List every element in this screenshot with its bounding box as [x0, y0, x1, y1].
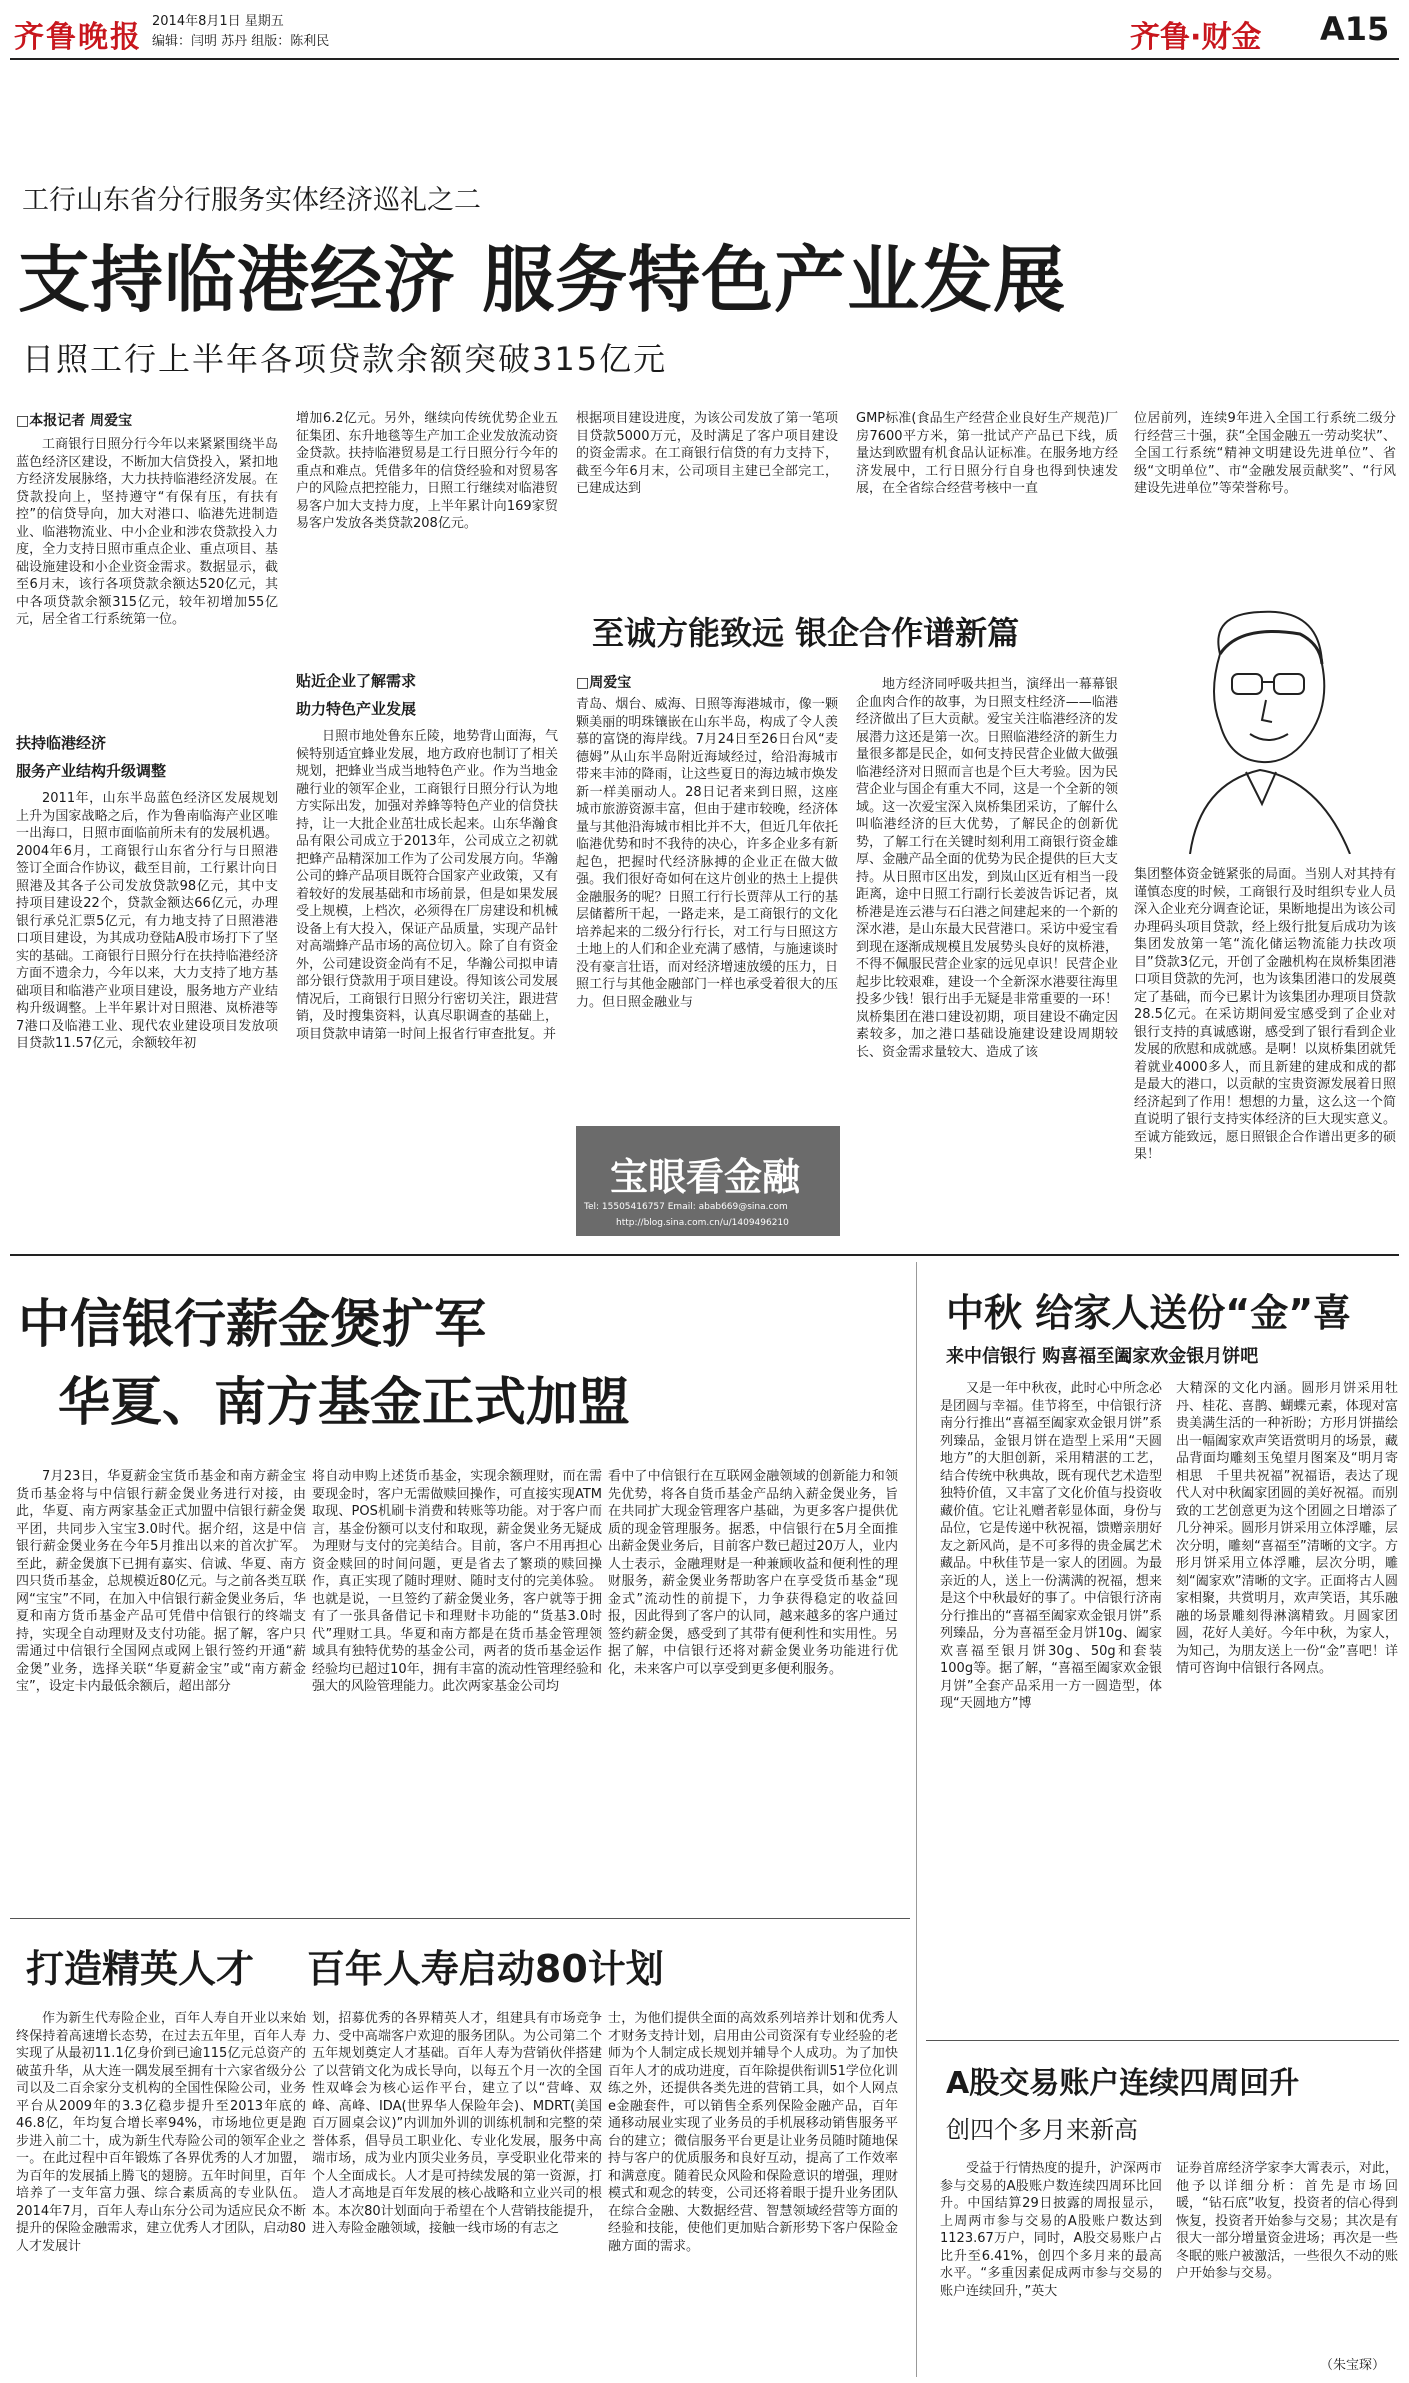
article4-headline: 中秋 给家人送份“金”喜 — [946, 1291, 1352, 1335]
article1-col2: 增加6.2亿元。另外，继续向传统优势企业五征集团、东升地毯等生产加工企业发放流动资金贷款。扶持临港贸易是工行日照分行今年的重点和难点。凭借多年的信贷经验和对贸易客户的风险点把控能力，日照工行继续对临港贸易客户加大支持力度，上半年累计向169家贸易客户发放各类贷款208亿元。 — [296, 411, 558, 531]
ad-banner — [576, 1126, 840, 1236]
section-divider-3 — [926, 2040, 1399, 2041]
article1-sub2a: 贴近企业了解需求 — [296, 672, 417, 690]
article1-col2b: 日照市地处鲁东丘陵，地势背山面海，气候特别适宜蜂业发展，地方政府也制订了相关规划，把蜂业当成当地特色产业。作为当地金融行业的领军企业，工商银行日照分行认为地方实际出发，加强对养蜂等特色产业的信贷扶持，让一大批企业茁壮成长起来。山东华瀚食品有限公司成立于2013年，公司成立之初就把蜂产品精深加工作为了公司发展方向。华瀚公司的蜂产品项目既符合国家产业政策，又有着较好的发展基础和市场前景，但是如果发展受上规模，上档次，必须得在厂房建设和机械设备上有大投入，保证产品质量，实现产品针对高端蜂产品市场的高位切入。除了自有资金外，公司建设资金尚有不足，华瀚公司拟申请部分银行贷款用于项目建设。得知该公司发展情况后，工商银行日照分行密切关注，跟进营销，及时搜集资料，认真尽职调查的基础上，项目贷款申请第一时间上报省行审查批复。并 — [296, 729, 558, 1042]
masthead-editors: 编辑：闫明 苏丹 组版：陈利民 — [152, 34, 330, 49]
section-name: 齐鲁·财金 — [1130, 20, 1262, 55]
article1-col3: 根据项目建设进度，为该公司发放了第一笔项目贷款5000万元，及时满足了客户项目建设的资金需求。在工商银行信贷的有力支持下，截至今年6月末，公司项目主建已全部完工，已建成达到 — [576, 411, 838, 496]
column-divider — [916, 1262, 917, 2377]
article3-headline1: 中信银行薪金煲扩军 — [18, 1295, 487, 1355]
article1-byline: □本报记者 周爱宝 — [16, 413, 133, 429]
article1-sub2b: 助力特色产业发展 — [296, 700, 417, 718]
article5-headline: 打造精英人才 百年人寿启动80计划 — [26, 1947, 664, 1991]
article1-col1: 工商银行日照分行今年以来紧紧围绕半岛蓝色经济区建设，不断加大信贷投入，紧扣地方经济发展脉络，大力扶持临港经济发展。在贷款投向上，坚持遵守“有保有压，有扶有控”的信贷导向，加大对港口、临港先进制造业、临港物流业、中小企业和涉农贷款投入力度，全力支持日照市重点企业、重点项目、基础设施建设和小企业资金需求。数据显示，截至6月末，该行各项贷款余额达520亿元，其中各项贷款余额315亿元，较年初增加55亿元，居全省工行系统第一位。 — [16, 437, 278, 627]
article2-col3: 集团整体资金链紧张的局面。当别人对其持有谨慎态度的时候，工商银行及时组织专业人员深入企业充分调查论证，果断地提出为该公司办理码头项目贷款，经上级行批复后成功为该集团发放第一笔“流化储运物流能力扶改项目”贷款3亿元，开创了金融机构在岚桥集团港口项目贷款的先河，也为该集团港口的发展奠定了基础，而今已累计为该集团办理项目贷款28.5亿元。在采访期间爱宝感受到了企业对银行支持的真诚感谢，感受到了银行看到企业发展的欣慰和成就感。是啊！以岚桥集团就凭着就业4000多人，而且新建的建成和成的都是最大的港口，以贡献的宝贵资源发展着日照经济起到了作用！想想的力量，这么这一个简直说明了银行支持实体经济的巨大现实意义。至诚方能致远，愿日照银企合作谱出更多的硕果！ — [1134, 867, 1396, 1162]
article4-subhead: 来中信银行 购喜福至阖家欢金银月饼吧 — [946, 1346, 1259, 1367]
article6-byline: （朱宝琛） — [1320, 2358, 1386, 2373]
article4-col1: 又是一年中秋夜，此时心中所念必是团圆与幸福。佳节将至，中信银行济南分行推出“喜福至阖家欢金银月饼”系列臻品，金银月饼在造型上采用“天圆地方”的大胆创新，采用精湛的工艺，结合传统中秋典故，既有现代艺术造型独特价值，又丰富了文化价值与投资收藏价值。它让礼赠者彰显体面，身份与品位，它是传递中秋祝福，馈赠亲朋好友之新风尚，是不可多得的贵金属艺术藏品。中秋佳节是一家人的团圆。为最亲近的人，送上一份满满的祝福，想来是这个中秋最好的事了。中信银行济南分行推出的“喜福至阖家欢金银月饼”系列臻品，分为喜福至金月饼10g、阖家欢喜福至银月饼30g、50g和套装100g等。据了解，“喜福至阖家欢金银月饼”全套产品采用一方一圆造型，体现“天圆地方”博 — [940, 1381, 1162, 1711]
portrait-illustration — [1150, 594, 1386, 854]
article6-col2: 证券首席经济学家李大霄表示，对此，他予以详细分析：首先是市场回暖，“钻石底”收复，投资者的信心得到恢复，投资者开始参与交易；其次是有很大一部分增量资金进场；再次是一些冬眠的账户被激活，一些很久不动的账户开始参与交易。 — [1176, 2161, 1398, 2281]
article1-headline: 支持临港经济 服务特色产业发展 — [18, 238, 1067, 322]
ad-title: 宝眼看金融 — [610, 1155, 801, 1199]
article3-col3: 看中了中信银行在互联网金融领域的创新能力和领先优势，将各自货币基金产品纳入薪金煲业务，旨在共同扩大现金管理客户基础，为更多客户提供优质的现金管理服务。据悉，中信银行在5月全面推出薪金煲业务后，目前客户数已超过20万人，业内人士表示，金融理财是一种兼顾收益和便利性的理财服务，薪金煲业务帮助客户在享受货币基金“现金式”流动性的前提下，力争获得稳定的收益回报，因此得到了客户的认同，越来越多的客户通过签约薪金煲，感受到了其带有便利性和实用性。另据了解，中信银行还将对薪金煲业务功能进行优化，未来客户可以享受到更多便利服务。 — [608, 1469, 898, 1677]
ad-blog: http://blog.sina.com.cn/u/1409496210 — [616, 1218, 789, 1228]
article2-col1: 青岛、烟台、威海、日照等海港城市，像一颗颗美丽的明珠镶嵌在山东半岛，构成了令人羡慕的富饶的海岸线。7月24日至26日台风“麦德姆”从山东半岛附近海域经过，给沿海城市带来丰沛的降雨，让这些夏日的海边城市焕发新一样美丽动人。28日记者来到日照，这座城市旅游资源丰富，但由于建市较晚，经济体量与其他沿海城市相比并不大，但近几年依托临港优势和时不我待的决心，许多企业多有新起色，把握时代经济脉搏的企业正在做大做强。我们很好奇如何在这片创业的热土上提供金融服务的呢？日照工行行长贾萍从工行的基层储蓄所干起，一路走来，是工商银行的文化培养起来的二级分行行长，对工行与日照这方土地上的人们和企业充满了感情，与施速谈时没有豪言壮语，而对经济增速放缓的压力，日照工行与其他金融部门一样也承受着很大的压力。但日照金融业与 — [576, 697, 838, 1010]
article5-col2: 划，招募优秀的各界精英人才，组建具有市场竞争力、受中高端客户欢迎的服务团队。为公司第二个五年规划奠定人才基础。百年人寿为营销伙伴搭建了以营销文化为成长导向，以每五个月一次的全国性双峰会为核心运作平台，建立了以“营峰、双峰、高峰、IDA(世界华人保险年会)、MDRT(美国百万圆桌会议)”内训加外训的训练机制和完整的荣誉体系，倡导员工职业化、专业化发展，服务中高端市场，成为业内顶尖业务员，享受职业化带来的个人全面成长。人才是可持续发展的第一资源，打造人才高地是百年发展的核心战略和立业兴司的根本。本次80计划面向于希望在个人营销技能提升，进入寿险金融领域，接触一线市场的有志之 — [312, 2011, 602, 2236]
page-number: A15 — [1320, 10, 1390, 48]
ad-contact: Tel: 15505416757 Email: abab669@sina.com — [584, 1202, 788, 1212]
article1-col4: GMP标准(食品生产经营企业良好生产规范)厂房7600平方米，第一批试产产品已下线，质量达到欧盟有机食品认证标准。在服务地方经济发展中，工行日照分行自身也得到快速发展，在全省综合经营考核中一直 — [856, 411, 1118, 496]
article1-sub1b: 服务产业结构升级调整 — [16, 762, 167, 780]
masthead-rule — [10, 58, 1399, 60]
article1-subhead: 日照工行上半年各项贷款余额突破315亿元 — [22, 340, 668, 378]
article5-col3: 士，为他们提供全面的高效系列培养计划和优秀人才财务支持计划，启用由公司资深有专业经验的老师为个人制定成长规划并辅导个人成功。为了加快百年人才的成功进度，百年除提供衔训51学位化训练之外，还提供各类先进的营销工具，如个人网点e金融套件，可以销售全系列保险金融产品，百年通移动展业实现了业务员的手机展移动销售服务平台的建立；微信服务平台更是让业务员随时随地保持与客户的优质服务和良好互动，提高了工作效率和满意度。随着民众风险和保险意识的增强，理财模式和观念的转变，公司还将着眼于提升业务团队在综合金融、大数据经营、智慧领域经营等方面的经验和技能，使他们更加贴合新形势下客户保险金融方面的需求。 — [608, 2011, 898, 2254]
article3-col2: 将自动申购上述货币基金，实现余额理财，而在需要现金时，客户无需做赎回操作，可直接实现ATM取现、POS机刷卡消费和转账等功能。对于客户而言，基金份额可以支付和取现，薪金煲业务无疑成为理财与支付的完美结合。目前，客户不用再担心资金赎回的时间问题，更是省去了繁琐的赎回操作，真正实现了随时理财、随时支付的完美体验。也就是说，一旦签约了薪金煲业务，客户就等于拥有了一张具备借记卡和理财卡功能的“货基3.0时代”理财工具。华夏和南方都是在货币基金管理领域具有独特优势的基金公司，两者的货币基金运作经验均已超过10年，拥有丰富的流动性管理经验和强大的风险管理能力。此次两家基金公司均 — [312, 1469, 602, 1694]
article1-col1b: 2011年，山东半岛蓝色经济区发展规划上升为国家战略之后，作为鲁南临海产业区唯一出海口，日照市面临前所未有的发展机遇。2004年6月，工商银行山东省分行与日照港签订全面合作协议，截至目前，工行累计向日照港及其各子公司发放贷款98亿元，其中支持项目建设22个，贷款金额达66亿元，办理银行承兑汇票5亿元，有力地支持了日照港港口项目建设，为其成功登陆A股市场打下了坚实的基础。工商银行日照分行在扶持临港经济方面不遗余力，今年以来，大力支持了地方基础项目和临港产业项目建设，服务地方产业结构升级调整。上半年累计对日照港、岚桥港等7港口及临港工业、现代农业建设项目发放项目贷款11.57亿元，余额较年初 — [16, 791, 278, 1051]
article6-col1: 受益于行情热度的提升，沪深两市参与交易的A股账户数连续四周环比回升。中国结算29日披露的周报显示，上周两市参与交易的A股账户数达到1123.67万户，同时，A股交易账户占比升至6.41%，创四个多月来的最高水平。“多重因素促成两市参与交易的账户连续回升，”英大 — [940, 2161, 1162, 2299]
article1-col5: 位居前列，连续9年进入全国工行系统二级分行经营三十强，获“全国金融五一劳动奖状”、全国工行系统“精神文明建设先进单位”、省级“文明单位”、市“金融发展贡献奖”、“行风建设先进单位”等荣誉称号。 — [1134, 411, 1396, 496]
masthead-logo: 齐鲁晚报 — [14, 20, 142, 55]
article3-headline2: 华夏、南方基金正式加盟 — [58, 1373, 631, 1433]
article2-headline: 至诚方能致远 银企合作谱新篇 — [592, 614, 1020, 652]
section-divider-1 — [10, 1254, 1399, 1256]
article3-col1: 7月23日，华夏薪金宝货币基金和南方薪金宝货币基金将与中信银行薪金煲业务进行对接，由此，华夏、南方两家基金正式加盟中信银行薪金煲平团，共同步入宝宝3.0时代。据介绍，这是中信银行薪金煲业务在今年5月推出以来的首次扩军。至此，薪金煲旗下已拥有嘉实、信诚、华夏、南方四只货币基金，总规模近80亿元。与之前各类互联网“宝宝”不同，在加入中信银行薪金煲业务后，华夏和南方货币基金产品可凭借中信银行的终端支持，实现全自动理财及支付功能。据了解，客户只需通过中信银行全国网点或网上银行签约开通“薪金煲”业务，选择关联“华夏薪金宝”或“南方薪金宝”，设定卡内最低余额后，超出部分 — [16, 1469, 306, 1694]
masthead-date: 2014年8月1日 星期五 — [152, 14, 284, 29]
article2-byline: □周爱宝 — [576, 675, 632, 691]
section-divider-2 — [10, 1918, 910, 1919]
article4-col2: 大精深的文化内涵。圆形月饼采用牡丹、桂花、喜鹊、蝴蝶元素，体现对富贵美满生活的一种祈盼；方形月饼描绘出一幅阖家欢声笑语赏明月的场景，藏品背面均雕刻玉兔望月图案及“明月寄相思 千里共祝福”祝福语，表达了现代人对中秋阖家团圆的美好祝福。而别致的工艺创意更为这个团圆之日增添了几分神采。圆形月饼采用立体浮雕，层次分明，雕刻“喜福至”清晰的文字。方形月饼采用立体浮雕，层次分明，雕刻“阖家欢”清晰的文字。正面将古人圆家相聚，共赏明月，欢声笑语，其乐融融的场景雕刻得淋漓精致。月圆家团圆，花好人美好。今年中秋，为家人，为知己，为朋友送上一份“金”喜吧！详情可咨询中信银行各网点。 — [1176, 1381, 1398, 1676]
article5-col1: 作为新生代寿险企业，百年人寿自开业以来始终保持着高速增长态势，在过去五年里，百年人寿实现了从最初11.1亿身价到已逾115亿元总资产的破茧升华，从大连一隅发展至拥有十六家省级分公司以及二百余家分支机构的全国性保险公司，业务平台从2009年的3.3亿稳步提升至2013年底的46.8亿，年均复合增长率94%，市场地位更是跑步进入前二十，成为新生代寿险公司的领军企业之一。在此过程中百年锻炼了各界优秀的人才加盟，为百年的发展插上腾飞的翅膀。五年时间里，百年培养了一支年富力强、综合素质高的专业队伍。2014年7月，百年人寿山东分公司为适应民众不断提升的保险金融需求，建立优秀人才团队，启动80人才发展计 — [16, 2011, 306, 2254]
article1-sub1a: 扶持临港经济 — [16, 734, 107, 752]
article2-col2: 地方经济同呼吸共担当，演绎出一幕幕银企血肉合作的故事，为日照支柱经济——临港经济做出了巨大贡献。爱宝关注临港经济的发展潜力这还是第一次。日照临港经济的新生力量很多都是民企，如何支持民营企业做大做强临港经济对日照而言也是个巨大考验。因为民营企业与国企有重大不同，这是一个全新的领域。这一次爱宝深入岚桥集团采访，了解什么叫临港经济的巨大优势，了解民企的创新优势，了解工行在关键时刻利用工商银行资金雄厚、金融产品全面的优势为民企提供的巨大支持。从日照市区出发，到岚山区近有相当一段距离，途中日照工行副行长姜波告诉记者，岚桥港是连云港与石臼港之间建起来的一个新的深水港，是山东最大民营港口。采访中爱宝看到现在逐渐成规模且发展势头良好的岚桥港，不得不佩服民营企业家的远见卓识！民营企业起步比较艰难，建设一个全新深水港要往海里投多少钱！银行出手无疑是非常重要的一环！岚桥集团在港口建设初期，项目建设不确定因素较多，加之港口基础设施建设建设周期较长、资金需求量较大、造成了该 — [856, 677, 1118, 1060]
article6-subhead: 创四个多月来新高 — [946, 2116, 1138, 2144]
article6-headline: A股交易账户连续四周回升 — [946, 2066, 1300, 2101]
article1-kicker: 工行山东省分行服务实体经济巡礼之二 — [22, 185, 481, 216]
